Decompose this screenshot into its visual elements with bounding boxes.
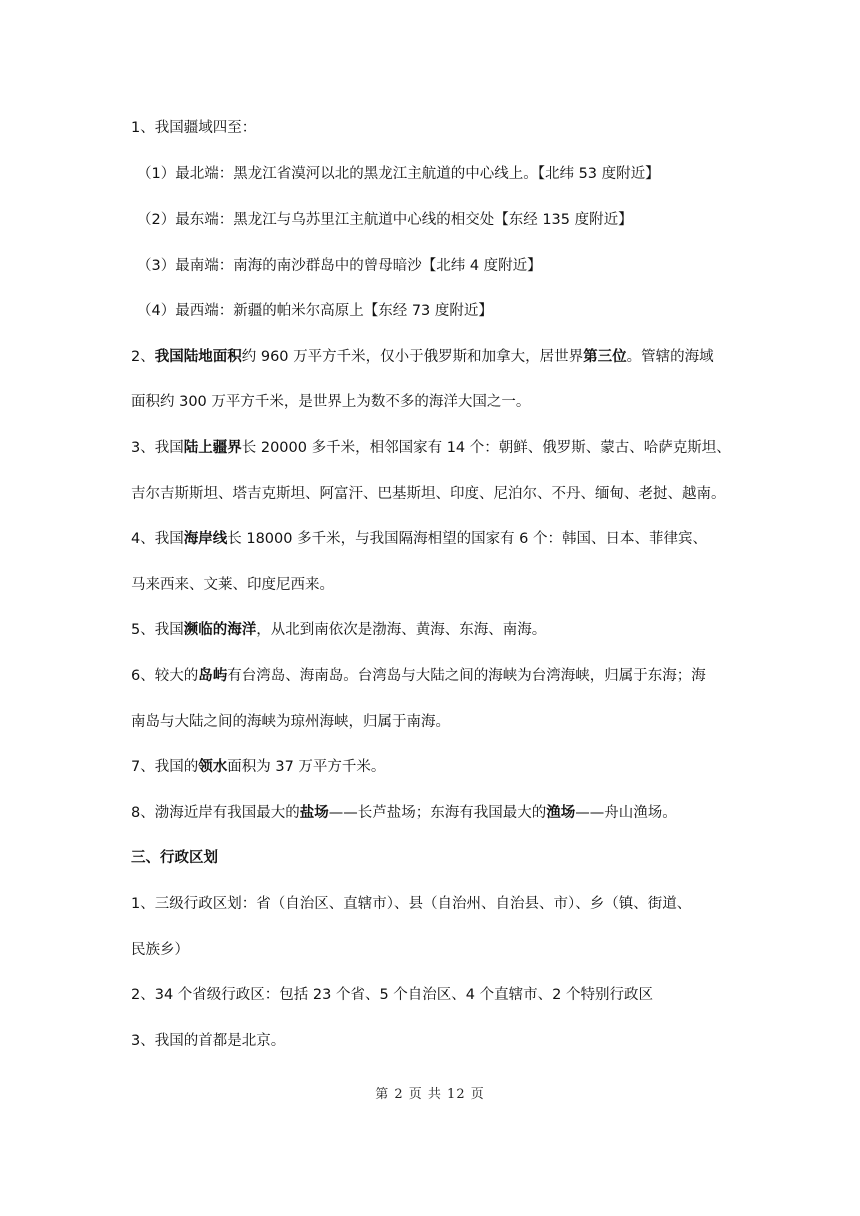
paragraph-salt-fishery: 8、渤海近岸有我国最大的盐场——长芦盐场；东海有我国最大的渔场——舟山渔场。 [131, 805, 677, 821]
paragraph-land-border: 3、我国陆上疆界长 20000 多千米，相邻国家有 14 个：朝鲜、俄罗斯、蒙古、哈萨克斯坦、 [131, 440, 731, 456]
keyword-third-place: 第三位 [583, 349, 627, 365]
section-heading-administration: 三、行政区划 [131, 850, 218, 866]
paragraph-islands-cont: 南岛与大陆之间的海峡为琼州海峡，归属于南海。 [131, 714, 450, 730]
paragraph-islands: 6、较大的岛屿有台湾岛、海南岛。台湾岛与大陆之间的海峡为台湾海峡，归属于东海；海 [131, 668, 706, 684]
keyword-fishery: 渔场 [546, 805, 576, 821]
paragraph-land-area-cont: 面积约 300 万平方千米，是世界上为数不多的海洋大国之一。 [131, 394, 531, 410]
sub-item-north: （1）最北端：黑龙江省漠河以北的黑龙江主航道的中心线上。【北纬 53 度附近】 [137, 166, 660, 182]
keyword-land-border: 陆上疆界 [183, 440, 242, 456]
sub-item-west: （4）最西端：新疆的帕米尔高原上【东经 73 度附近】 [137, 303, 493, 319]
keyword-salt-field: 盐场 [299, 805, 329, 821]
paragraph-land-border-cont: 吉尔吉斯斯坦、塔吉克斯坦、阿富汗、巴基斯坦、印度、尼泊尔、不丹、缅甸、老挝、越南。 [131, 486, 726, 502]
paragraph-territorial-waters: 7、我国的领水面积为 37 万平方千米。 [131, 759, 386, 775]
paragraph-three-levels-cont: 民族乡） [131, 942, 189, 958]
paragraph-land-area: 2、我国陆地面积约 960 万平方千米，仅小于俄罗斯和加拿大，居世界第三位。管辖的海域 [131, 349, 714, 365]
paragraph-three-levels: 1、三级行政区划：省（自治区、直辖市）、县（自治州、自治县、市）、乡（镇、街道、 [131, 896, 692, 912]
keyword-seas: 濒临的海洋 [183, 622, 257, 638]
sub-item-east: （2）最东端：黑龙江与乌苏里江主航道中心线的相交处【东经 135 度附近】 [137, 212, 633, 228]
page-footer: 第 2 页 共 12 页 [375, 1087, 485, 1102]
paragraph-capital: 3、我国的首都是北京。 [131, 1033, 286, 1049]
keyword-land-area: 我国陆地面积 [154, 349, 242, 365]
paragraph-coastline-cont: 马来西来、文莱、印度尼西来。 [131, 577, 334, 593]
paragraph-coastline: 4、我国海岸线长 18000 多千米，与我国隔海相望的国家有 6 个：韩国、日本、菲律宾、 [131, 531, 708, 547]
section-heading-borders: 1、我国疆域四至： [131, 120, 257, 136]
keyword-islands: 岛屿 [198, 668, 228, 684]
keyword-coastline: 海岸线 [183, 531, 228, 547]
paragraph-seas: 5、我国濒临的海洋，从北到南依次是渤海、黄海、东海、南海。 [131, 622, 547, 638]
sub-item-south: （3）最南端：南海的南沙群岛中的曾母暗沙【北纬 4 度附近】 [137, 258, 542, 274]
paragraph-provinces: 2、34 个省级行政区：包括 23 个省、5 个自治区、4 个直辖市、2 个特别行政区 [131, 987, 653, 1003]
keyword-territorial-waters: 领水 [198, 759, 228, 775]
